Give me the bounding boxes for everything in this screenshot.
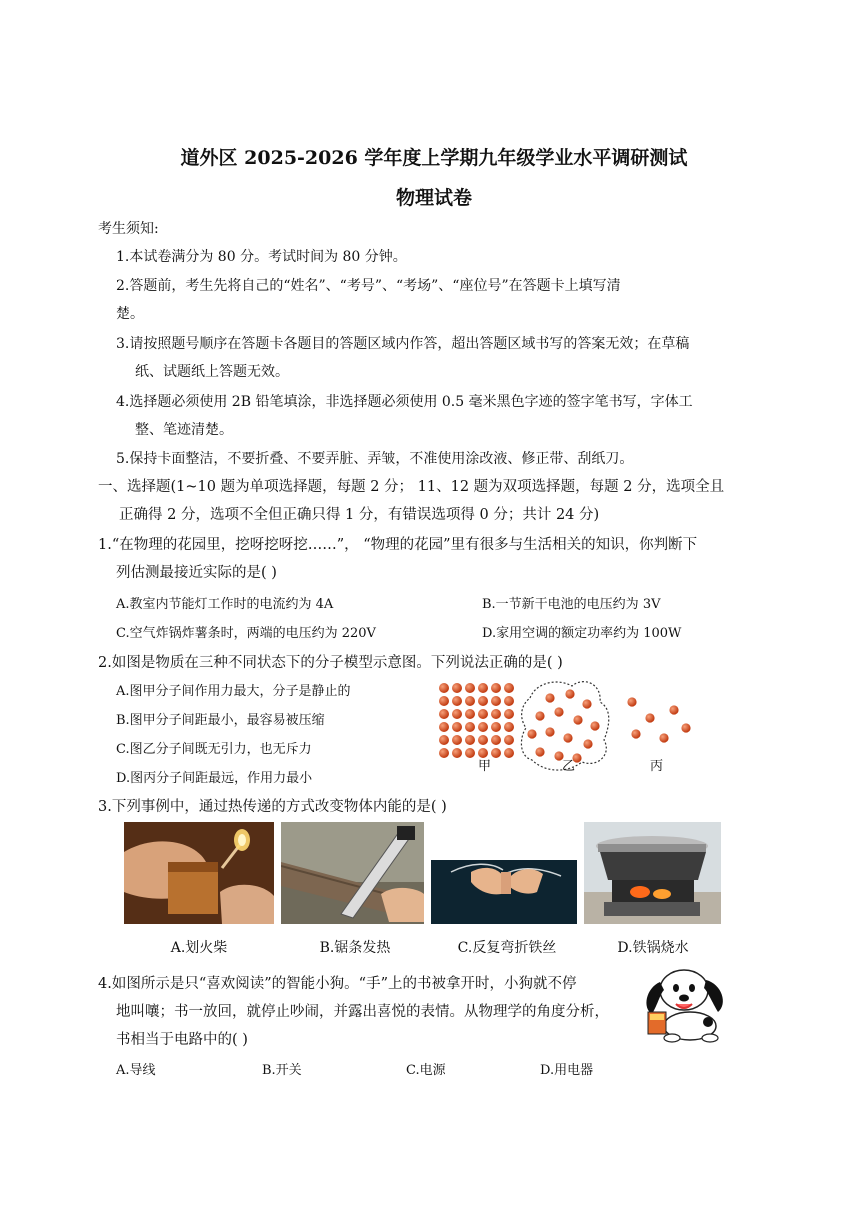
q4-option-b: B.开关 [262,1063,302,1078]
solid-molecule [504,735,514,745]
solid-molecules [439,683,514,758]
solid-molecule [478,722,488,732]
solid-molecule [439,696,449,706]
solid-molecule [478,735,488,745]
notice-item-3: 3.请按照题号顺序在答题卡各题目的答题区域内作答，超出答题区域书写的答案无效；在草稿 [116,336,690,352]
q1-option-b: B.一节新干电池的电压约为 3V [482,597,661,612]
solid-molecule [452,696,462,706]
solid-molecule [465,748,475,758]
q1-stem: 1.“在物理的花园里，挖呀挖呀挖……”， “物理的花园”里有很多与生活相关的知识，你判断下 [98,537,698,553]
solid-molecule [439,722,449,732]
solid-molecule [504,683,514,693]
q2-option-a: A.图甲分子间作用力最大，分子是静止的 [116,684,351,699]
q4-option-d: D.用电器 [540,1063,594,1078]
gas-molecules [627,697,690,742]
solid-molecule [504,696,514,706]
section-heading-cont: 正确得 2 分，选项不全但正确只得 1 分，有错误选项得 0 分；共计 24 分) [119,507,600,523]
solid-molecule [439,748,449,758]
solid-molecule [465,722,475,732]
solid-molecule [452,735,462,745]
q3-label-c: C.反复弯折铁丝 [457,940,557,956]
exam-title: 道外区 2025-2026 学年度上学期九年级学业水平调研测试 [180,147,688,169]
q3-label-a: A.划火柴 [170,940,228,956]
solid-molecule [452,709,462,719]
q3-stem: 3.下列事例中，通过热传递的方式改变物体内能的是( ) [98,799,447,815]
match-strike-photo [124,822,274,924]
solid-molecule [478,683,488,693]
solid-molecule [465,683,475,693]
q1-option-a: A.教室内节能灯工作时的电流约为 4A [116,597,334,612]
q1-option-c: C.空气炸锅炸薯条时，两端的电压约为 220V [116,626,376,641]
q1-option-d: D.家用空调的额定功率约为 100W [482,626,682,641]
q2-stem: 2.如图是物质在三种不同状态下的分子模型示意图。下列说法正确的是( ) [98,655,563,671]
smart-dog-illustration [636,960,732,1044]
q4-option-a: A.导线 [116,1063,156,1078]
solid-molecule [465,696,475,706]
q4-stem-cont1: 地叫嚷；书一放回，就停止吵闹，并露出喜悦的表情。从物理学的角度分析， [116,1004,609,1020]
bending-wire-photo [431,822,577,924]
q1-stem-cont: 列估测最接近实际的是( ) [116,565,277,581]
q4-stem: 4.如图所示是只“喜欢阅读”的智能小狗。“手”上的书被拿开时，小狗就不停 [98,976,577,992]
figure-label-jia: 甲 [478,759,492,774]
solid-molecule [439,735,449,745]
solid-molecule [504,722,514,732]
notice-item-4: 4.选择题必须使用 2B 铅笔填涂，非选择题必须使用 0.5 毫米黑色字迹的签字笔书写，字体工 [116,394,693,410]
solid-molecule [465,709,475,719]
solid-molecule [439,709,449,719]
solid-molecule [504,709,514,719]
solid-molecule [452,683,462,693]
figure-label-bing: 丙 [650,759,664,774]
solid-molecule [504,748,514,758]
solid-molecule [478,709,488,719]
solid-molecule [491,709,501,719]
solid-molecule [491,683,501,693]
q3-label-d: D.铁锅烧水 [617,940,689,956]
solid-molecule [478,696,488,706]
figure-label-yi: 乙 [562,759,576,774]
q2-option-c: C.图乙分子间既无引力，也无斥力 [116,742,312,757]
solid-molecule [465,735,475,745]
section-heading: 一、选择题(1~10 题为单项选择题，每题 2 分； 11、12 题为双项选择题，每题 2 分，选项全且 [98,479,725,495]
q3-label-b: B.锯条发热 [319,940,391,956]
iron-pot-photo [584,822,721,924]
notice-item-2-cont: 楚。 [116,306,144,322]
solid-molecule [452,722,462,732]
solid-molecule [491,735,501,745]
solid-molecule [491,722,501,732]
notice-item-2: 2.答题前，考生先将自己的“姓名”、“考号”、“考场”、“座位号”在答题卡上填写清 [116,278,621,294]
notice-item-4-cont: 整、笔迹清楚。 [135,422,233,438]
solid-molecule [452,748,462,758]
notice-heading: 考生须知: [98,221,159,237]
notice-item-3-cont: 纸、试题纸上答题无效。 [135,364,289,380]
q2-option-b: B.图甲分子间距最小，最容易被压缩 [116,713,325,728]
q2-option-d: D.图丙分子间距最远，作用力最小 [116,771,313,786]
notice-item-1: 1.本试卷满分为 80 分。考试时间为 80 分钟。 [116,249,407,265]
solid-molecule [491,748,501,758]
q4-stem-cont2: 书相当于电路中的( ) [116,1032,248,1048]
exam-subtitle: 物理试卷 [395,187,472,209]
solid-molecule [439,683,449,693]
liquid-molecules [527,689,599,762]
notice-item-5: 5.保持卡面整洁，不要折叠、不要弄脏、弄皱，不准使用涂改液、修正带、刮纸刀。 [116,451,634,467]
saw-log-photo [281,822,424,924]
solid-molecule [491,696,501,706]
q4-option-c: C.电源 [406,1063,446,1078]
